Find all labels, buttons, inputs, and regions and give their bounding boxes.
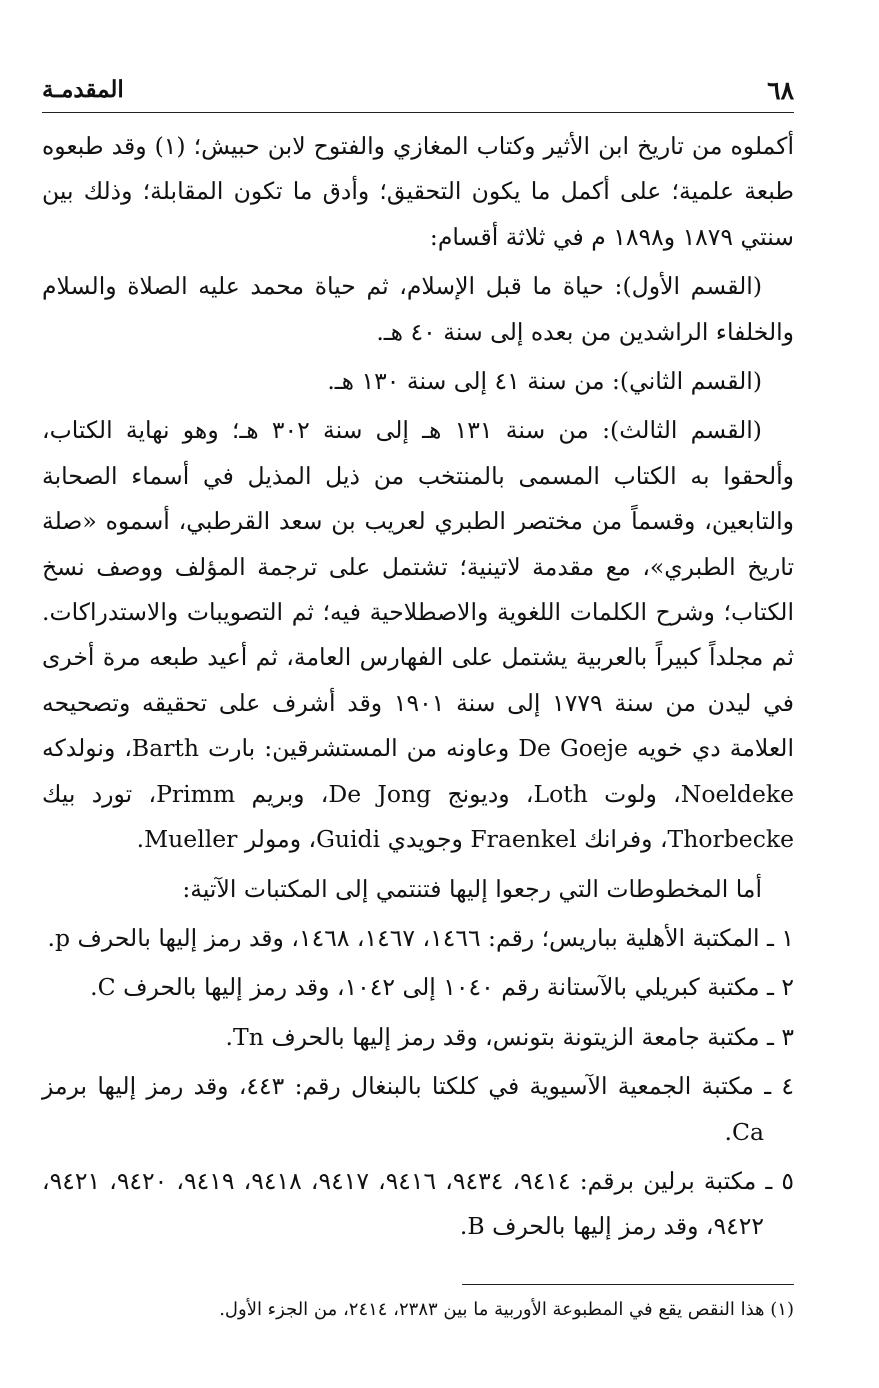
manuscript-item-2: ٢ ـ مكتبة كبريلي بالآستانة رقم ١٠٤٠ إلى ١٠٤٢، وقد رمز إليها بالحرف C. [90, 973, 794, 1002]
page-body [42, 124, 794, 1250]
paragraph-intro: أكملوه من تاريخ ابن الأثير وكتاب المغازي والفتوح لابن حبيش؛ (١) وقد طبعوه طبعة علمية؛ على أكمل ما يكون التحقيق؛ وأدق ما تكون المقابلة؛ وذلك بين سنتي ١٨٧٩ و١٨٩٨ م في ثلاثة أقسام: [42, 132, 794, 251]
header-divider [42, 112, 794, 113]
paragraph-part-two: (القسم الثاني): من سنة ٤١ إلى سنة ١٣٠ هـ. [327, 367, 762, 396]
manuscript-item-1: ١ ـ المكتبة الأهلية بباريس؛ رقم: ١٤٦٦، ١٤٦٧، ١٤٦٨، وقد رمز إليها بالحرف p. [47, 923, 794, 952]
manuscript-item-5: ٥ ـ مكتبة برلين برقم: ٩٤١٤، ٩٤٣٤، ٩٤١٦، ٩٤١٧، ٩٤١٨، ٩٤١٩، ٩٤٢٠، ٩٤٢١، ٩٤٢٢، وقد رمز إليها بالحرف B. [42, 1166, 795, 1241]
section-title: المقدمـة [42, 76, 124, 103]
paragraph-part-one: (القسم الأول): حياة ما قبل الإسلام، ثم حياة محمد عليه الصلاة والسلام والخلفاء الراشدين من بعده إلى سنة ٤٠ هـ. [42, 272, 794, 346]
paragraph-part-three: (القسم الثالث): من سنة ١٣١ هـ إلى سنة ٣٠٢ هـ؛ وهو نهاية الكتاب، وألحقوا به الكتاب المسمى بالمنتخب من ذيل المذيل في أسماء الصحابة والتابعين، وقسماً من مختصر الطبري لعريب بن سعد القرطبي، أسموه «صلة تاريخ الطبري»، مع مقدمة لاتينية؛ تشتمل على ترجمة المؤلف ووصف نسخ الكتاب؛ وشرح الكلمات اللغوية والاصطلاحية فيه؛ ثم التصويبات والاستدراكات. ثم مجلداً كبيراً بالعربية يشتمل على الفهارس العامة، ثم أعيد طبعه مرة أخرى في ليدن من سنة ١٧٧٩ إلى سنة ١٩٠١ وقد أشرف على تحقيقه وتصحيحه العلامة دي خويه De Goeje وعاونه من المستشرقين: بارت Barth، ونولدكه Noeldeke، ولوت Loth، وديونج De Jong، وبريم Primm، تورد بيك Thorbecke، وفرانك Fraenkel وجويدي Guidi، ومولر Mueller. [42, 416, 795, 854]
paragraph-manuscripts-intro: أما المخطوطات التي رجعوا إليها فتنتمي إلى المكتبات الآتية: [182, 874, 762, 903]
footnote: (١) هذا النقص يقع في المطبوعة الأوربية ما بين ٢٣٨٣، ٢٤١٤، من الجزء الأول. [219, 1298, 794, 1320]
page-header [42, 70, 794, 114]
manuscript-item-3: ٣ ـ مكتبة جامعة الزيتونة بتونس، وقد رمز إليها بالحرف Tn. [225, 1022, 794, 1051]
page-number: ٦٨ [767, 76, 794, 105]
book-page [42, 70, 794, 1343]
footnote-divider [462, 1284, 794, 1285]
manuscript-item-4: ٤ ـ مكتبة الجمعية الآسيوية في كلكتا بالبنغال رقم: ٤٤٣، وقد رمز إليها برمز Ca. [42, 1072, 794, 1146]
